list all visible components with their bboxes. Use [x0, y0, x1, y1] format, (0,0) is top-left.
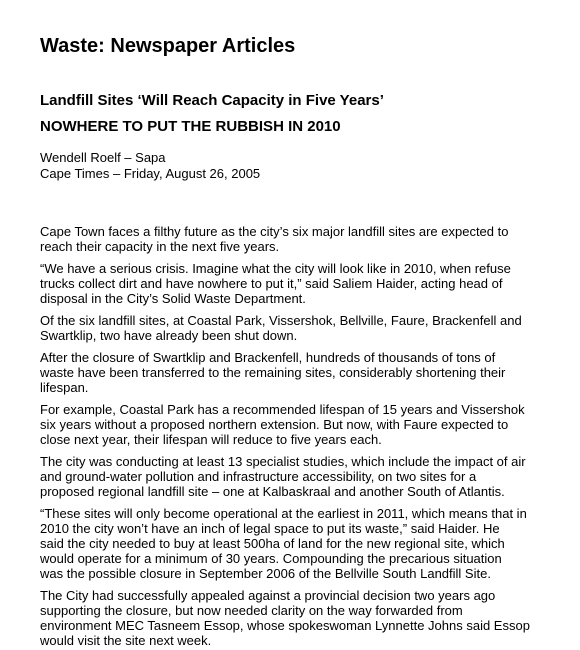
article-paragraph: “We have a serious crisis. Imagine what the city will look like in 2010, when refuse trucks collect dirt and have nowhere to put it,” said Saliem Haider, acting head of disposal in the City’s Solid Waste Department.	[40, 261, 511, 306]
article-paragraph: Of the six landfill sites, at Coastal Park, Vissershok, Bellville, Faure, Brackenfell and Swartklip, two have already been shut down.	[40, 313, 522, 343]
article-paragraph: For example, Coastal Park has a recommended lifespan of 15 years and Vissershok six years without a proposed northern extension. But now, with Faure expected to close next year, their lifespan will reduce to five years each.	[40, 402, 525, 447]
article-publication: Cape Times – Friday, August 26, 2005	[40, 166, 261, 181]
article-body	[40, 224, 540, 648]
article-paragraph: The City had successfully appealed against a provincial decision two years ago supporting the closure, but now needed clarity on the way forwarded from environment MEC Tasneem Essop, whose spokeswoman Lynnette Johns said Essop would visit the site next week.	[40, 588, 530, 648]
article-paragraph: “These sites will only become operational at the earliest in 2011, which means that in 2010 the city won’t have an inch of legal space to put its waste,” said Haider. He said the city needed to buy at least 500ha of land for the new regional site, which would operate for a minimum of 30 years. Compounding the precarious situation was the possible closure in September 2006 of the Bellville South Landfill Site.	[40, 506, 527, 581]
article-subheadline: NOWHERE TO PUT THE RUBBISH IN 2010	[40, 118, 341, 135]
article-paragraph: After the closure of Swartklip and Brackenfell, hundreds of thousands of tons of waste have been transferred to the remaining sites, considerably shortening their lifespan.	[40, 350, 506, 395]
article-paragraph: Cape Town faces a filthy future as the city’s six major landfill sites are expected to reach their capacity in the next five years.	[40, 224, 509, 254]
article-byline	[40, 150, 540, 182]
document-title: Waste: Newspaper Articles	[40, 35, 296, 57]
article-headline: Landfill Sites ‘Will Reach Capacity in Five Years’	[40, 92, 384, 109]
article-author: Wendell Roelf – Sapa	[40, 150, 166, 165]
article-paragraph: The city was conducting at least 13 specialist studies, which include the impact of air and ground-water pollution and infrastructure accessibility, on two sites for a proposed regional landfill site – one at Kalbaskraal and another South of Atlantis.	[40, 454, 526, 499]
